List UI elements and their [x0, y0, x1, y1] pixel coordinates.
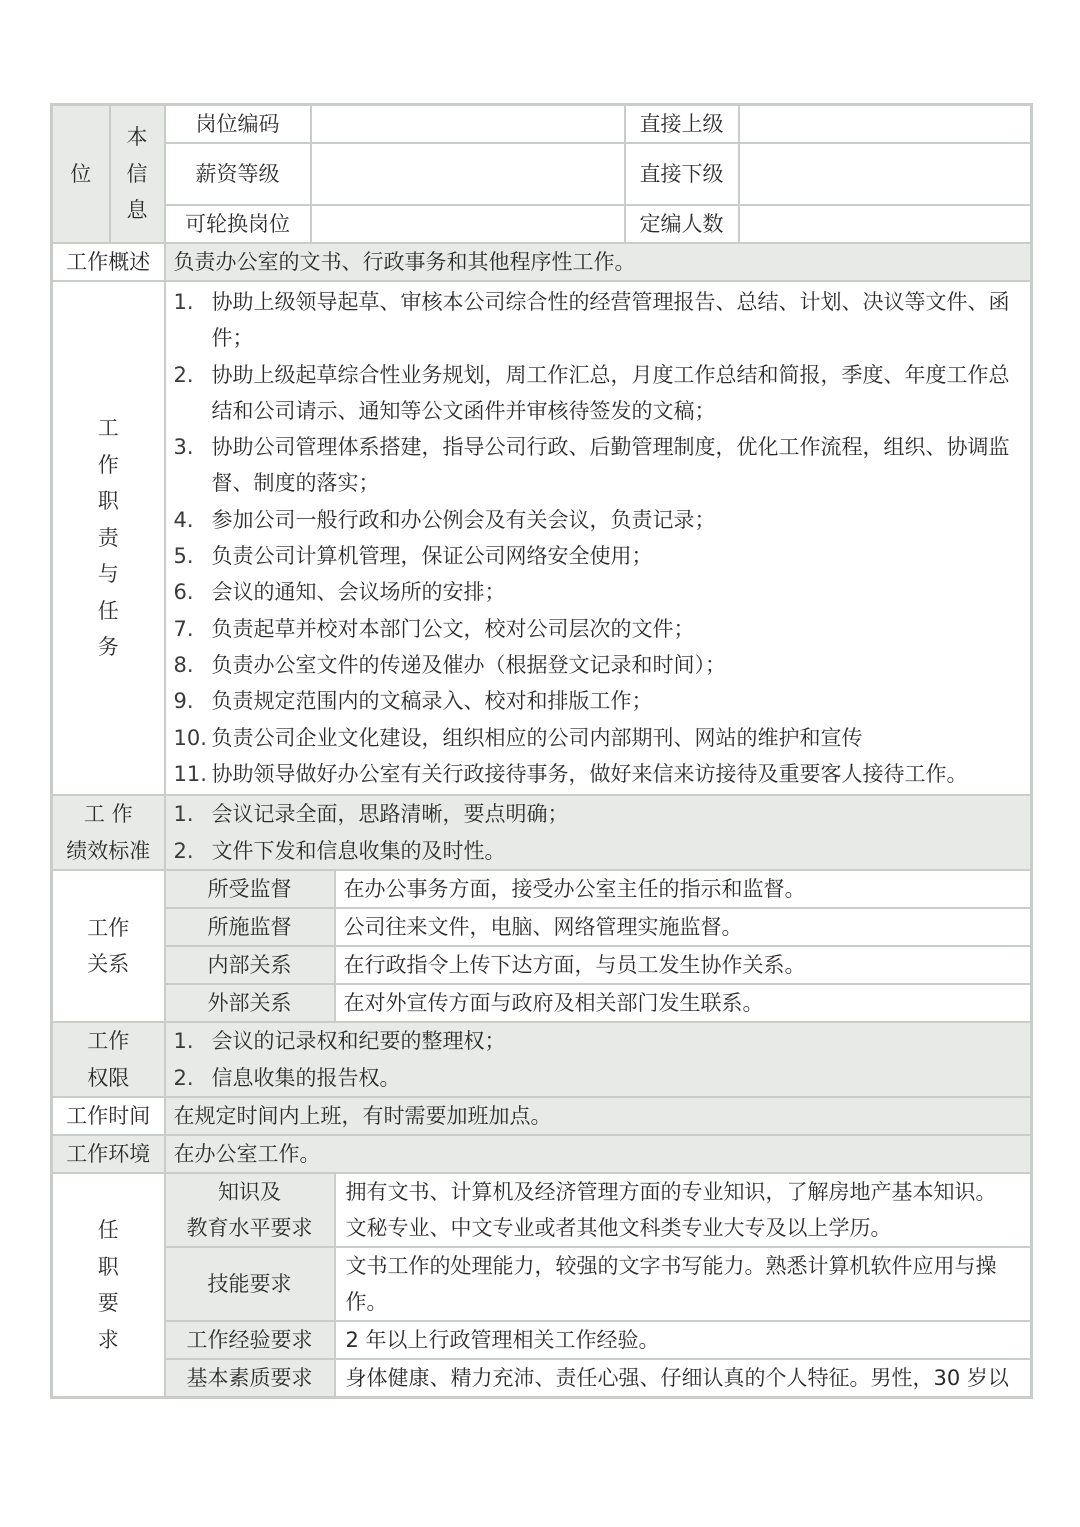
field-value [739, 105, 1032, 144]
relation-label: 内部关系 [165, 946, 335, 984]
relation-text: 在对外宣传方面与政府及相关部门发生联系。 [335, 984, 1032, 1022]
duties-list-cell [165, 281, 1032, 795]
requirement-text: 身体健康、精力充沛、责任心强、仔细认真的个人特征。男性，30 岁以 [335, 1359, 1032, 1398]
field-label: 直接下级 [625, 143, 739, 205]
requirement-text: 文书工作的处理能力，较强的文字书写能力。熟悉计算机软件应用与操作。 [335, 1247, 1032, 1321]
work-env-text: 在办公室工作。 [165, 1135, 1032, 1173]
performance-list-cell [165, 795, 1032, 870]
relation-label: 外部关系 [165, 984, 335, 1022]
list-item: 4. 参加公司一般行政和办公例会及有关会议，负责记录； [173, 507, 716, 532]
requirement-label: 知识及 教育水平要求 [165, 1173, 335, 1247]
requirement-text: 2 年以上行政管理相关工作经验。 [335, 1321, 1032, 1359]
list-item: 3. 协助公司管理体系搭建，指导公司行政、后勤管理制度，优化工作流程，组织、协调监督、制度的落实； [173, 435, 1010, 496]
overview-text: 负责办公室的文书、行政事务和其他程序性工作。 [165, 243, 1032, 281]
field-value [311, 105, 625, 144]
list-item: 2. 协助上级起草综合性业务规划，周工作汇总，月度工作总结和简报，季度、年度工作总结和公司请示、通知等公文函件并审核待签发的文稿； [173, 362, 1010, 423]
field-label: 薪资等级 [165, 143, 311, 205]
list-item: 5. 负责公司计算机管理，保证公司网络安全使用； [173, 544, 653, 569]
list-item: 1. 会议记录全面，思路清晰，要点明确； [173, 802, 569, 827]
field-value [311, 205, 625, 243]
field-value [739, 143, 1032, 205]
field-label: 直接上级 [625, 105, 739, 144]
list-item: 1. 协助上级领导起草、审核本公司综合性的经营管理报告、总结、计划、决议等文件、函件； [173, 290, 1010, 351]
list-item: 2. 文件下发和信息收集的及时性。 [173, 838, 506, 863]
list-item: 2. 信息收集的报告权。 [173, 1065, 401, 1090]
requirement-label: 技能要求 [165, 1247, 335, 1321]
relation-label: 所受监督 [165, 870, 335, 908]
field-label: 可轮换岗位 [165, 205, 311, 243]
basic-info-label-a: 位 [52, 105, 110, 244]
field-value [739, 205, 1032, 243]
performance-list [174, 796, 1023, 869]
overview-label: 工作概述 [52, 243, 165, 281]
authority-list [174, 1023, 1023, 1096]
duties-list [174, 284, 1023, 792]
requirement-label: 基本素质要求 [165, 1359, 335, 1398]
relation-label: 所施监督 [165, 908, 335, 946]
requirement-text: 拥有文书、计算机及经济管理方面的专业知识，了解房地产基本知识。 文秘专业、中文专业或者其他文科类专业大专及以上学历。 [335, 1173, 1032, 1247]
list-item: 9. 负责规定范围内的文稿录入、校对和排版工作； [173, 689, 653, 714]
list-item: 10. 负责公司企业文化建设，组织相应的公司内部期刊、网站的维护和宣传 [173, 725, 863, 750]
field-value [311, 143, 625, 205]
work-time-text: 在规定时间内上班，有时需要加班加点。 [165, 1097, 1032, 1135]
job-description-table [50, 103, 1033, 1399]
work-time-label: 工作时间 [52, 1097, 165, 1135]
duties-label: 工 作 职 责 与 任 务 [52, 281, 165, 795]
authority-list-cell [165, 1022, 1032, 1097]
relation-text: 在行政指令上传下达方面，与员工发生协作关系。 [335, 946, 1032, 984]
relation-text: 公司往来文件，电脑、网络管理实施监督。 [335, 908, 1032, 946]
list-item: 6. 会议的通知、会议场所的安排； [173, 580, 506, 605]
requirements-label: 任 职 要 求 [52, 1173, 165, 1398]
performance-label: 工 作 绩效标准 [52, 795, 165, 870]
work-env-label: 工作环境 [52, 1135, 165, 1173]
field-label: 岗位编码 [165, 105, 311, 144]
list-item: 11. 协助领导做好办公室有关行政接待事务，做好来信来访接待及重要客人接待工作。 [173, 761, 968, 786]
authority-label: 工作 权限 [52, 1022, 165, 1097]
list-item: 7. 负责起草并校对本部门公文，校对公司层次的文件； [173, 616, 695, 641]
list-item: 1. 会议的记录权和纪要的整理权； [173, 1029, 506, 1054]
requirement-label: 工作经验要求 [165, 1321, 335, 1359]
basic-info-label-b: 本 信 息 [110, 105, 165, 244]
relations-label: 工作 关系 [52, 870, 165, 1022]
relation-text: 在办公事务方面，接受办公室主任的指示和监督。 [335, 870, 1032, 908]
list-item: 8. 负责办公室文件的传递及催办（根据登文记录和时间）； [173, 652, 726, 677]
field-label: 定编人数 [625, 205, 739, 243]
